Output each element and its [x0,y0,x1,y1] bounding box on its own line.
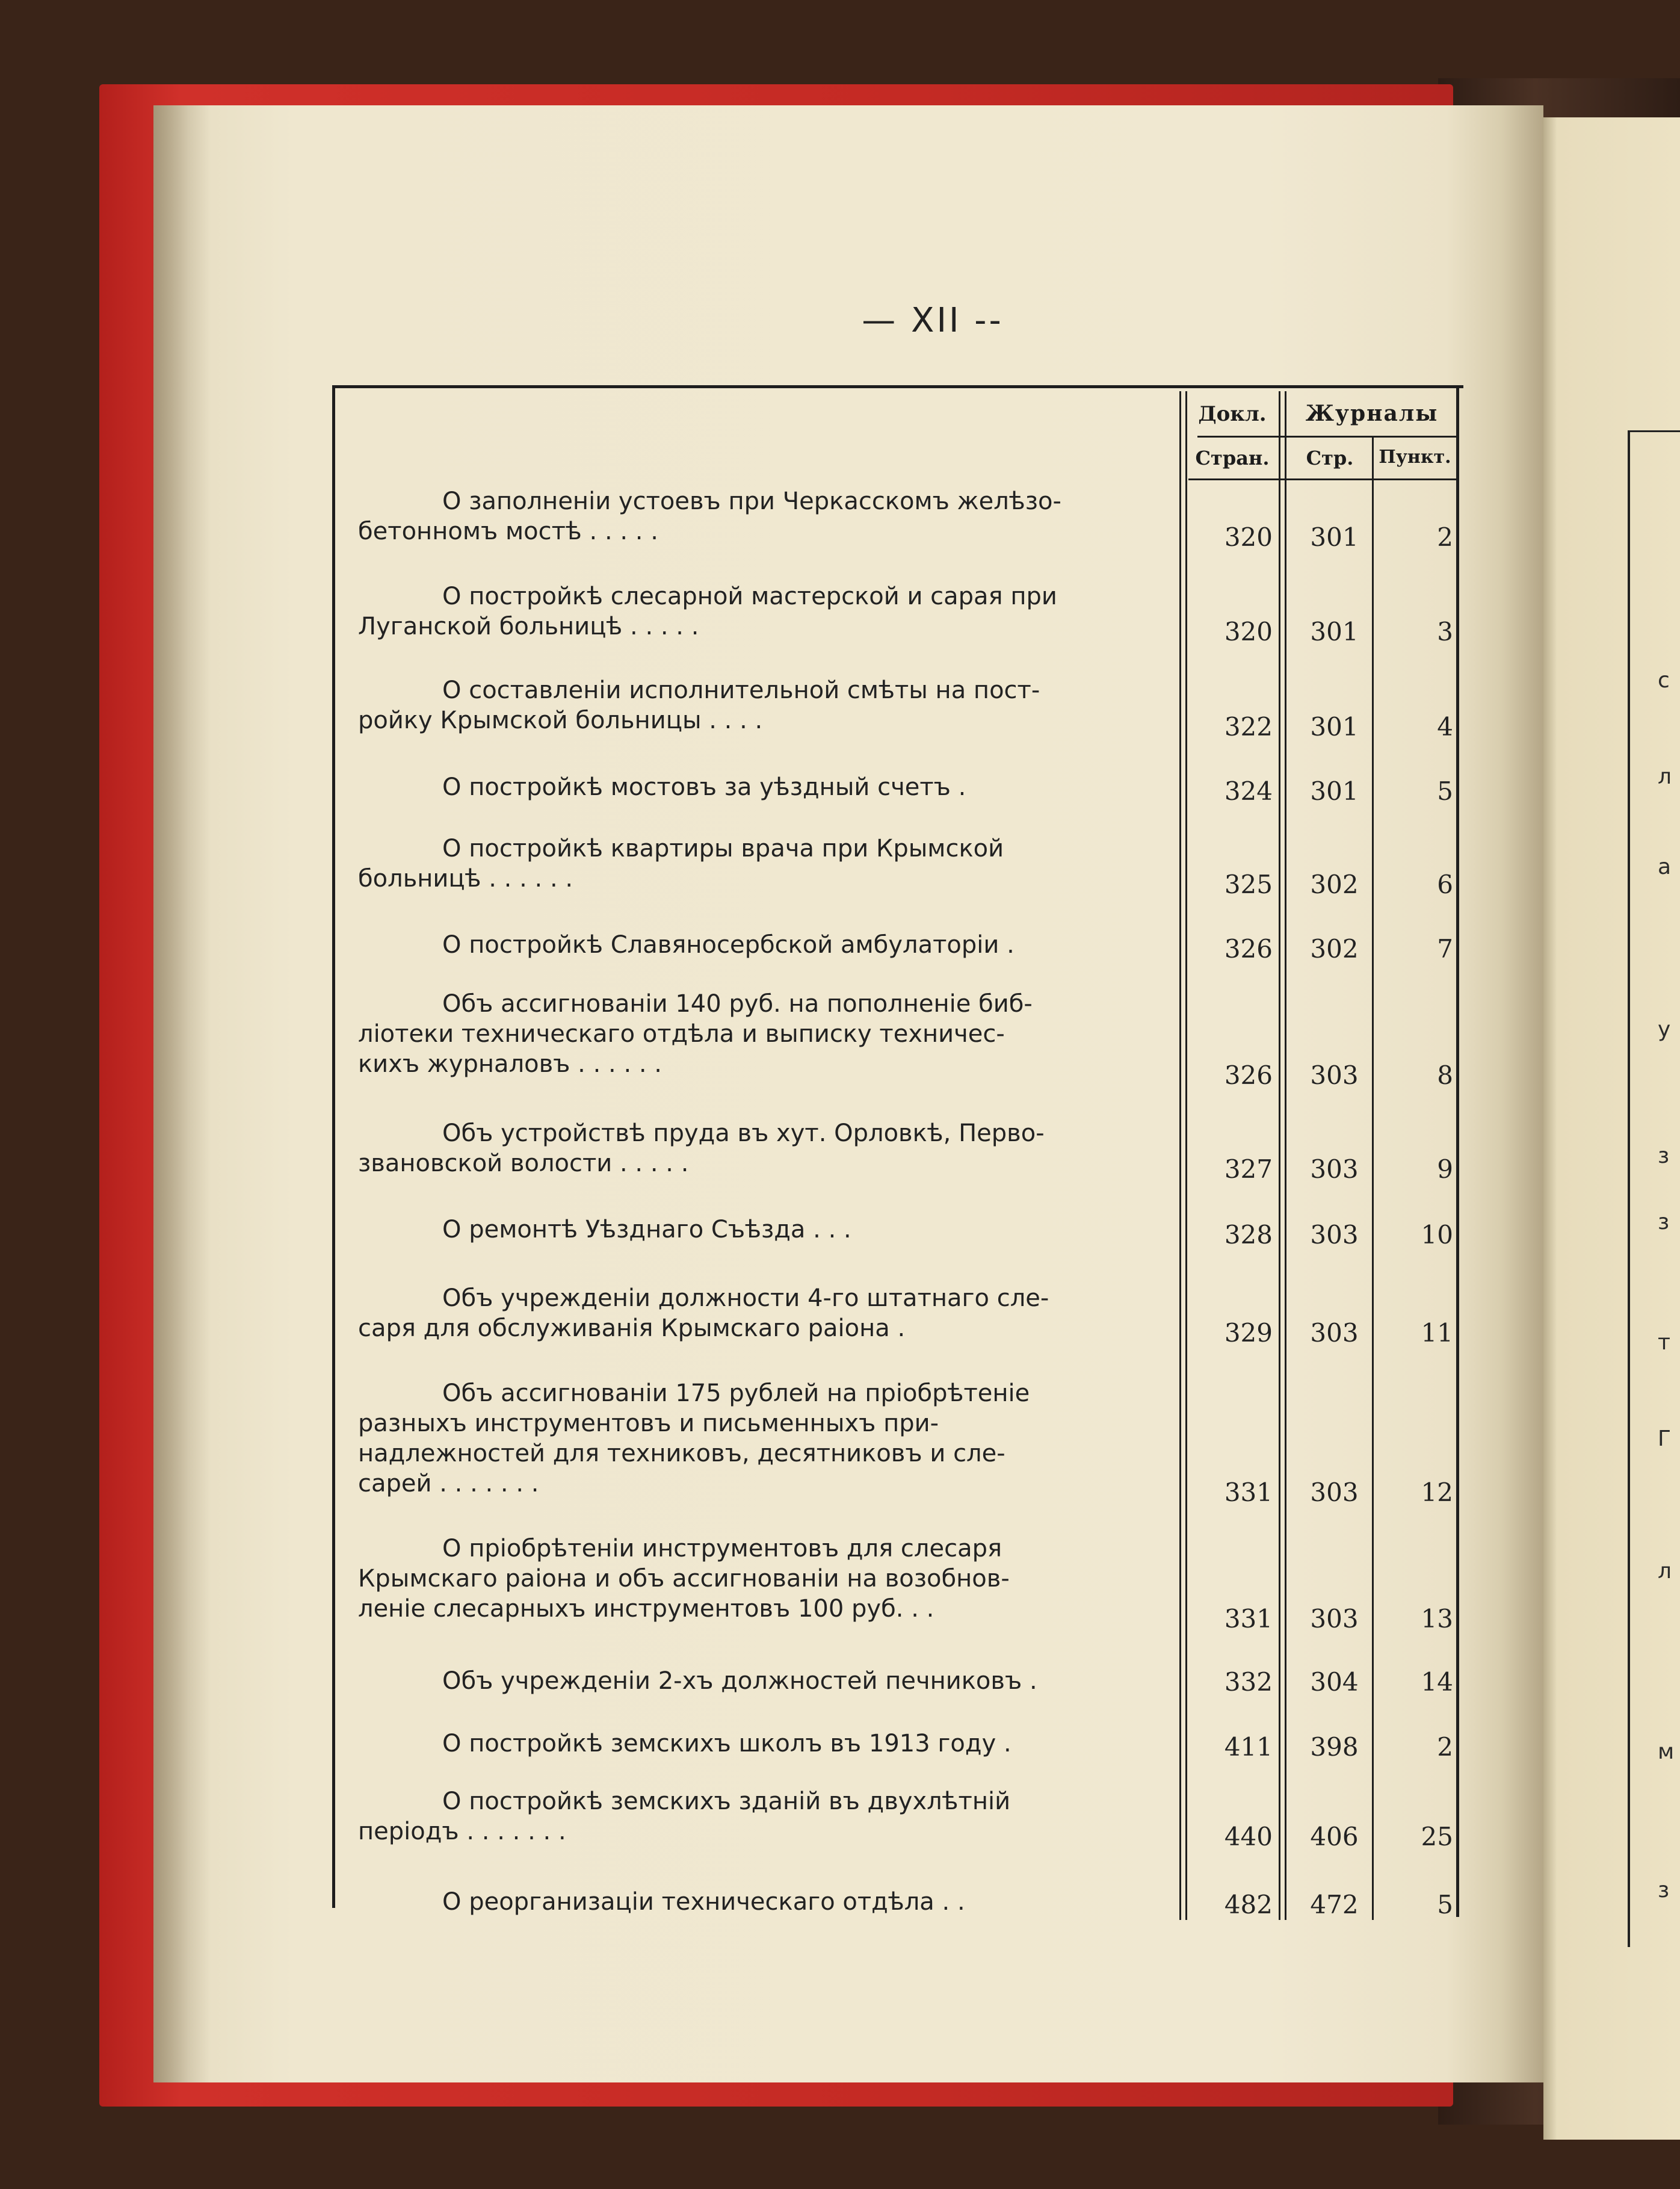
entry-text [358,486,1167,546]
entry-line: О составленіи исполнительной смѣты на пост- [442,677,1040,704]
journal-item: 9 [1437,1154,1453,1184]
journal-page: 301 [1310,776,1359,806]
journal-item: 6 [1437,870,1453,899]
entry-line: Луганской больницѣ . . . . . [358,613,699,640]
journal-page: 302 [1310,934,1359,964]
facing-page-rule [1628,430,1630,1947]
doklad-page: 326 [1224,1060,1273,1090]
journal-item: 5 [1437,776,1453,806]
table-top-rule [332,385,1463,388]
entry-line: О постройкѣ слесарной мастерской и сарая при [442,583,1057,610]
col-divider-2a [1279,391,1280,1920]
journal-page: 301 [1310,712,1359,742]
entry-text [358,675,1167,735]
journal-page: 398 [1310,1732,1359,1762]
doklad-page: 411 [1224,1732,1273,1762]
journal-item: 7 [1437,934,1453,964]
entry-text [358,1118,1167,1178]
doklad-page: 327 [1224,1154,1273,1184]
journal-item: 10 [1421,1220,1453,1249]
header-journals: Журналы [1305,401,1439,426]
entry-line: О постройкѣ земскихъ зданій въ двухлѣтній [442,1788,1011,1815]
doklad-page: 325 [1224,870,1273,899]
entry-line: Объ ассигнованіи 175 рублей на пріобрѣтеніе [442,1379,1030,1407]
facing-page-letter: Г [1658,1426,1671,1451]
journal-page: 303 [1310,1154,1359,1184]
journal-item: 2 [1437,522,1453,552]
journal-page: 406 [1310,1822,1359,1851]
entry-line: О заполненіи устоевъ при Черкасскомъ желѣзо- [442,488,1061,515]
journal-item: 3 [1437,617,1453,646]
entry-text [358,1378,1167,1499]
entry-line: бетонномъ мостѣ . . . . . [358,518,658,545]
doklad-page: 328 [1224,1220,1273,1249]
entry-line: О ремонтѣ Уѣзднаго Съѣзда . . . [442,1216,851,1243]
entry-text [358,1729,1167,1759]
doklad-page: 331 [1224,1604,1273,1633]
doklad-page: 322 [1224,712,1273,742]
entry-line: больницѣ . . . . . . [358,865,573,893]
journal-item: 13 [1421,1604,1453,1633]
entry-text [358,1534,1167,1624]
journal-item: 11 [1421,1318,1453,1348]
journal-page: 302 [1310,870,1359,899]
journal-page: 303 [1310,1220,1359,1249]
entry-line: надлежностей для техниковъ, десятниковъ и сле- [358,1440,1005,1467]
entry-line: періодъ . . . . . . . [358,1818,566,1845]
journal-item: 14 [1421,1667,1453,1697]
entry-text [358,772,1167,802]
page-gutter-shadow [153,105,211,2082]
entry-line: кихъ журналовъ . . . . . . [358,1050,662,1078]
facing-page-top-rule [1628,430,1680,432]
entry-line: сарей . . . . . . . [358,1470,539,1497]
entry-text [358,1283,1167,1343]
journal-page: 301 [1310,617,1359,646]
entry-line: О постройкѣ земскихъ школъ въ 1913 году . [442,1730,1011,1757]
facing-page-letter: з [1658,1144,1670,1168]
entry-text [358,1215,1167,1245]
facing-page-letter: а [1658,855,1672,879]
entry-text [358,1786,1167,1847]
journal-item: 12 [1421,1478,1453,1507]
entry-line: Объ учрежденіи 2-хъ должностей печниковъ . [442,1667,1037,1695]
doklad-page: 331 [1224,1478,1273,1507]
col-divider-1b [1185,391,1187,1920]
entry-text [358,1887,1167,1917]
doklad-page: 332 [1224,1667,1273,1697]
entry-line: Объ учрежденіи должности 4-го штатнаго сле- [442,1284,1049,1312]
facing-page-letter: з [1658,1210,1670,1234]
entry-line: ройку Крымской больницы . . . . [358,707,763,734]
journal-item: 8 [1437,1060,1453,1090]
table-left-rule [332,385,335,1908]
doklad-page: 482 [1224,1890,1273,1919]
entry-line: Объ устройствѣ пруда въ хут. Орловкѣ, Перво- [442,1119,1045,1147]
doklad-page: 320 [1224,617,1273,646]
col-divider-1a [1179,391,1181,1920]
journal-item: 2 [1437,1732,1453,1762]
journal-item: 5 [1437,1890,1453,1919]
entry-line: О постройкѣ Славяносербской амбулаторіи . [442,931,1014,959]
page-header: — XII -- [862,301,1004,340]
header-mid-rule [1197,436,1456,438]
facing-page-letter: т [1658,1330,1670,1355]
entry-text [358,989,1167,1079]
header-doklad: Докл. [1198,402,1267,426]
header-str: Стр. [1306,447,1354,469]
entry-line: разныхъ инструментовъ и письменныхъ при- [358,1410,939,1437]
header-bottom-rule [1188,478,1456,480]
entry-line: ліотеки техническаго отдѣла и выписку техничес- [358,1020,1005,1048]
entry-line: Крымскаго раіона и объ ассигнованіи на возобнов- [358,1565,1010,1593]
entry-line: леніе слесарныхъ инструментовъ 100 руб. . . [358,1595,934,1623]
doklad-page: 440 [1224,1822,1273,1851]
entry-line: О постройкѣ мостовъ за уѣздный счетъ . [442,773,966,801]
entry-text [358,1666,1167,1696]
entry-text [358,930,1167,960]
journal-page: 303 [1310,1604,1359,1633]
table-right-rule [1456,385,1459,1917]
entry-line: О пріобрѣтеніи инструментовъ для слесаря [442,1535,1002,1562]
facing-page-letter: с [1658,668,1670,693]
facing-page-letter: л [1658,1559,1672,1584]
facing-page-letter: л [1658,764,1672,789]
facing-page [1543,117,1680,2140]
doklad-page: 324 [1224,776,1273,806]
journal-page: 472 [1310,1890,1359,1919]
facing-page-letter: м [1658,1739,1675,1764]
header-stran: Стран. [1195,447,1270,469]
header-punkt: Пункт. [1379,447,1451,468]
doklad-page: 320 [1224,522,1273,552]
entry-line: О постройкѣ квартиры врача при Крымской [442,835,1004,862]
journal-page: 304 [1310,1667,1359,1697]
journal-page: 303 [1310,1478,1359,1507]
entry-text [358,581,1167,642]
journal-page: 303 [1310,1318,1359,1348]
entry-line: саря для обслуживанія Крымскаго раіона . [358,1314,906,1342]
journal-item: 4 [1437,712,1453,742]
journal-item: 25 [1421,1822,1453,1851]
entry-line: звановской волости . . . . . [358,1150,689,1177]
doklad-page: 326 [1224,934,1273,964]
entry-text [358,834,1167,894]
doklad-page: 329 [1224,1318,1273,1348]
journal-page: 303 [1310,1060,1359,1090]
facing-page-letter: у [1658,1017,1671,1042]
entry-line: О реорганизаціи техническаго отдѣла . . [442,1888,965,1916]
col-divider-2b [1285,391,1286,1920]
entry-line: Объ ассигнованіи 140 руб. на пополненіе биб- [442,990,1033,1018]
facing-page-letter: з [1658,1878,1670,1903]
journal-page: 301 [1310,522,1359,552]
